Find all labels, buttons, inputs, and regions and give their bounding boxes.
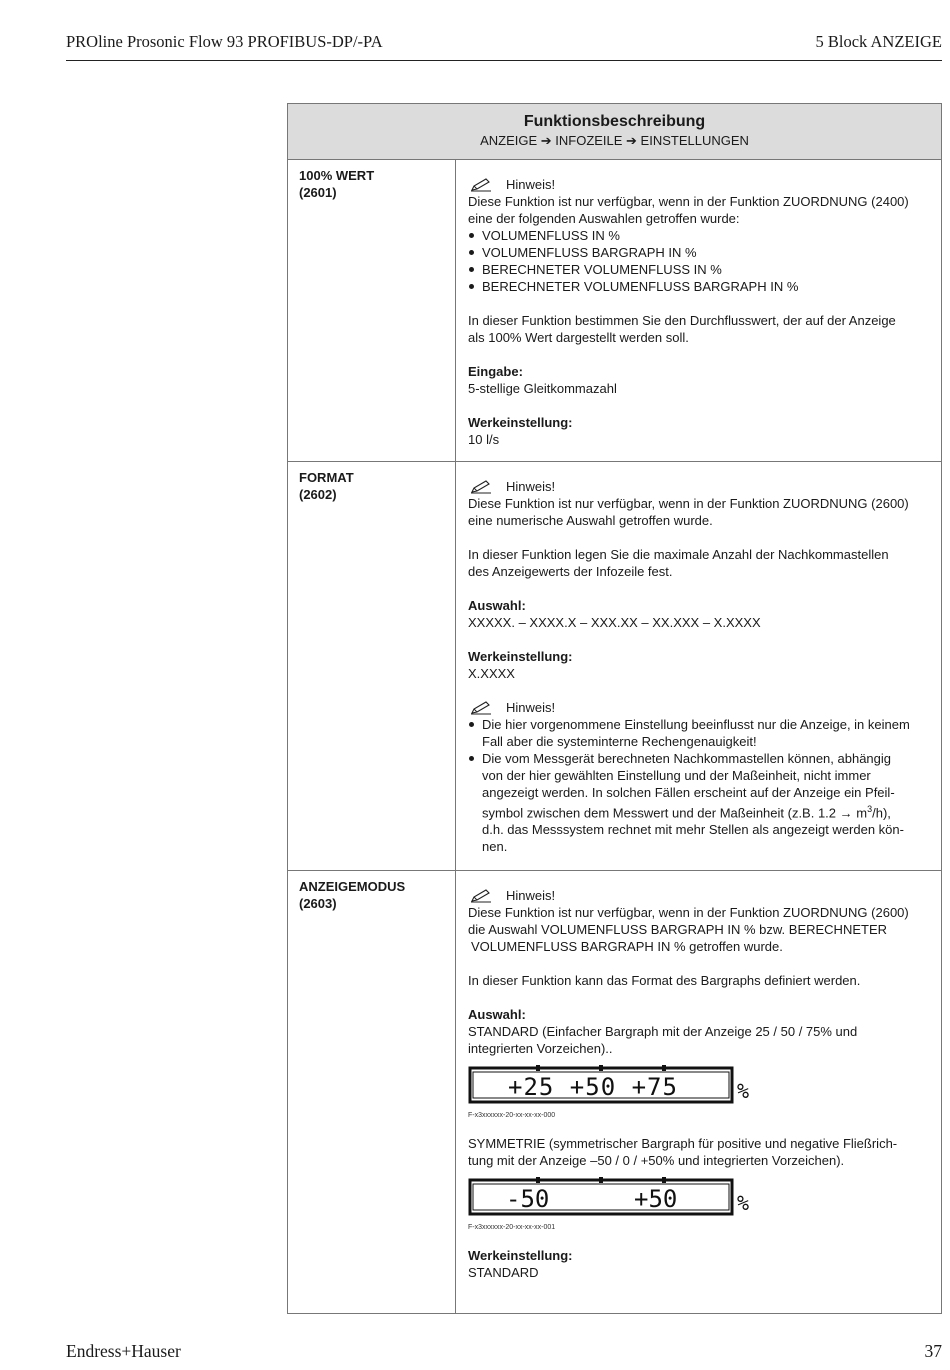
display-digits-negative: -50 <box>506 1185 550 1213</box>
function-description-table <box>287 103 942 1314</box>
note-label: Hinweis! <box>506 479 556 494</box>
choice-label: Auswahl: <box>468 1007 526 1022</box>
choice-symmetry-text: SYMMETRIE (symmetrischer Bargraph für positive und negative Fließrich- <box>468 1136 898 1151</box>
function-code: (2601) <box>299 185 337 200</box>
description-text: als 100% Wert dargestellt werden soll. <box>468 330 689 345</box>
list-item: VOLUMENFLUSS BARGRAPH IN % <box>468 244 931 261</box>
default-label: Werkeinstellung: <box>468 1248 573 1263</box>
list-item: BERECHNETER VOLUMENFLUSS BARGRAPH IN % <box>468 278 931 295</box>
function-code: (2603) <box>299 896 337 911</box>
note-heading <box>468 176 931 193</box>
default-label: Werkeinstellung: <box>468 649 573 664</box>
table-title: Funktionsbeschreibung <box>523 113 706 130</box>
note-heading <box>468 478 931 495</box>
function-row-100-wert <box>288 160 941 462</box>
list-item-line: d.h. das Messsystem rechnet mit mehr Stellen als angezeigt werden kön- <box>482 822 904 838</box>
description-text: In dieser Funktion bestimmen Sie den Durchflusswert, der auf der Anzeige <box>468 313 896 328</box>
note-text: eine der folgenden Auswahlen getroffen wurde: <box>468 211 740 226</box>
bargraph-display-symmetry <box>468 1176 758 1220</box>
note-text: VOLUMENFLUSS BARGRAPH IN % getroffen wurde. <box>471 939 783 954</box>
text-fragment: /h), <box>872 805 891 821</box>
footer-brand: Endress+Hauser <box>66 1341 181 1361</box>
note-text: Diese Funktion ist nur verfügbar, wenn in der Funktion ZUORDNUNG (2600) <box>468 496 909 511</box>
default-value: X.XXXX <box>468 666 515 681</box>
list-item <box>468 750 931 855</box>
header-document-title: PROline Prosonic Flow 93 PROFIBUS-DP/-PA <box>66 32 383 51</box>
header-chapter-title: 5 Block ANZEIGE <box>815 32 942 51</box>
function-name: FORMAT <box>299 470 354 485</box>
table-header <box>288 104 941 160</box>
function-description-cell <box>468 462 941 855</box>
function-description-cell <box>468 871 941 1281</box>
list-item-line: Fall aber die systeminterne Rechengenauigkeit! <box>482 734 757 749</box>
default-value: 10 l/s <box>468 432 500 447</box>
note-heading <box>468 887 931 904</box>
choice-standard-text: STANDARD (Einfacher Bargraph mit der Anzeige 25 / 50 / 75% und <box>468 1024 858 1039</box>
bargraph-display-standard <box>468 1064 758 1108</box>
pencil-note-icon <box>470 889 492 903</box>
text-fragment: symbol zwischen dem Messwert und der Maßeinheit (z.B. 1.2 → m <box>482 805 868 821</box>
pencil-note-icon <box>470 701 492 715</box>
list-item-line: Die vom Messgerät berechneten Nachkommastellen können, abhängig <box>482 751 892 766</box>
default-value: STANDARD <box>468 1265 539 1280</box>
note-text: Diese Funktion ist nur verfügbar, wenn in der Funktion ZUORDNUNG (2600) <box>468 905 909 920</box>
pencil-note-icon <box>470 178 492 192</box>
list-item: BERECHNETER VOLUMENFLUSS IN % <box>468 261 931 278</box>
pencil-note-icon <box>470 480 492 494</box>
choice-value: XXXXX. – XXXX.X – XXX.XX – XX.XXX – X.XXXX <box>468 615 761 630</box>
note-text: eine numerische Auswahl getroffen wurde. <box>468 513 713 528</box>
function-name: 100% WERT <box>299 168 375 183</box>
page-number: 37 <box>924 1341 942 1361</box>
function-name-cell <box>288 871 456 1313</box>
choice-label: Auswahl: <box>468 598 526 613</box>
function-row-anzeigemodus <box>288 871 941 1313</box>
function-name: ANZEIGEMODUS <box>299 879 406 894</box>
superscript: 3 <box>867 804 873 814</box>
description-text: In dieser Funktion kann das Format des Bargraphs definiert werden. <box>468 973 861 988</box>
display-unit: % <box>737 1191 750 1215</box>
description-text: In dieser Funktion legen Sie die maximale Anzahl der Nachkommastellen <box>468 547 889 562</box>
note-label: Hinweis! <box>506 888 556 903</box>
function-row-format <box>288 462 941 871</box>
choice-symmetry-text: tung mit der Anzeige –50 / 0 / +50% und integrierten Vorzeichen). <box>468 1153 845 1168</box>
list-item <box>468 716 931 750</box>
running-header <box>66 32 942 61</box>
function-name-cell <box>288 160 456 461</box>
list-item: VOLUMENFLUSS IN % <box>468 227 931 244</box>
function-name-cell <box>288 462 456 870</box>
list-item-line: Die hier vorgenommene Einstellung beeinflusst nur die Anzeige, in keinem <box>482 717 910 732</box>
note-label: Hinweis! <box>506 700 556 715</box>
list-item-line: nen. <box>482 839 508 855</box>
choice-standard-text: integrierten Vorzeichen).. <box>468 1041 613 1056</box>
note-label: Hinweis! <box>506 177 556 192</box>
input-value: 5-stellige Gleitkommazahl <box>468 381 617 396</box>
table-breadcrumb: ANZEIGE ➔ INFOZEILE ➔ EINSTELLUNGEN <box>480 133 749 148</box>
figure-caption: F-x3xxxxxx-20-xx-xx-xx-001 <box>468 1224 556 1231</box>
function-code: (2602) <box>299 487 337 502</box>
display-digits: +25 +50 +75 <box>508 1073 678 1101</box>
list-item-line: angezeigt werden. In solchen Fällen erscheint auf der Anzeige ein Pfeil- <box>482 785 895 800</box>
display-digits-positive: +50 <box>634 1185 678 1213</box>
figure-caption: F-x3xxxxxx-20-xx-xx-xx-000 <box>468 1112 556 1119</box>
selection-list <box>468 227 931 295</box>
note-text: Diese Funktion ist nur verfügbar, wenn in der Funktion ZUORDNUNG (2400) <box>468 194 909 209</box>
list-item-line: von der hier gewählten Einstellung und der Maßeinheit, nicht immer <box>482 768 871 783</box>
description-text: des Anzeigewerts der Infozeile fest. <box>468 564 673 579</box>
list-item-line <box>482 801 931 821</box>
display-unit: % <box>737 1079 750 1103</box>
input-label: Eingabe: <box>468 364 523 379</box>
default-label: Werkeinstellung: <box>468 415 573 430</box>
note-text: die Auswahl VOLUMENFLUSS BARGRAPH IN % bzw. BERECHNETER <box>468 922 888 937</box>
function-description-cell <box>468 160 941 448</box>
note-list <box>468 716 931 855</box>
note-heading <box>468 699 931 716</box>
